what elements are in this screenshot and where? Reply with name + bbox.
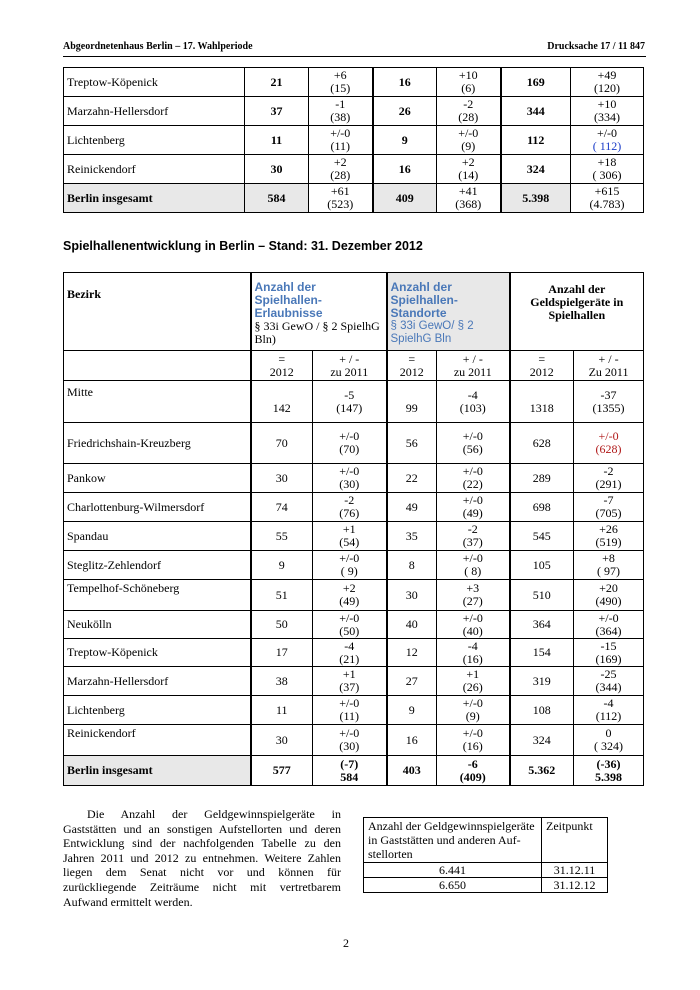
change-cell: -7 (705) — [574, 493, 644, 522]
bezirk-cell: Lichtenberg — [64, 696, 251, 725]
table-row — [64, 522, 644, 551]
change-cell: +/-0 ( 9) — [313, 551, 387, 580]
change-cell: -4 (21) — [313, 639, 387, 667]
value-cell: 1318 — [510, 381, 574, 423]
value-cell: 142 — [251, 381, 313, 423]
change-cell: +1 (26) — [437, 667, 510, 696]
table-row — [64, 423, 644, 464]
total-row — [64, 184, 644, 213]
change-cell: +/-0 (9) — [437, 126, 501, 155]
bezirk-cell: Marzahn-Hellersdorf — [64, 97, 245, 126]
value-cell: 5.362 — [510, 756, 574, 786]
table-row — [64, 611, 644, 639]
date-cell: 31.12.11 — [542, 863, 608, 878]
value-cell: 30 — [387, 580, 437, 611]
value-cell: 74 — [251, 493, 313, 522]
subheader-year: = 2012 — [251, 351, 313, 381]
value-cell: 30 — [245, 155, 309, 184]
table-row — [64, 667, 644, 696]
change-cell: +41 (368) — [437, 184, 501, 213]
value-cell: 40 — [387, 611, 437, 639]
table-row — [64, 493, 644, 522]
change-cell: -25 (344) — [574, 667, 644, 696]
value-cell: 27 — [387, 667, 437, 696]
section-title: Spielhallenentwicklung in Berlin – Stand: 31. Dezember 2012 — [63, 239, 423, 253]
table-header-row — [364, 818, 608, 863]
bezirk-cell: Reinickendorf — [64, 155, 245, 184]
value-cell: 364 — [510, 611, 574, 639]
total-row — [64, 756, 644, 786]
value-cell: 409 — [373, 184, 437, 213]
table-row — [64, 97, 644, 126]
value-cell: 319 — [510, 667, 574, 696]
value-cell: 16 — [373, 68, 437, 97]
change-cell: +/-0 (11) — [309, 126, 373, 155]
header-erlaubnisse: Anzahl der Spielhallen- Erlaubnisse § 33i GewO / § 2 SpielhG Bln) — [251, 273, 387, 351]
subheader-year: = 2012 — [510, 351, 574, 381]
change-cell: +1 (37) — [313, 667, 387, 696]
value-cell: 21 — [245, 68, 309, 97]
value-cell: 8 — [387, 551, 437, 580]
table-row — [64, 725, 644, 756]
value-cell: 17 — [251, 639, 313, 667]
table-row — [364, 878, 608, 893]
change-cell: +18 ( 306) — [571, 155, 644, 184]
header-left: Abgeordnetenhaus Berlin – 17. Wahlperiode — [63, 41, 253, 52]
subheader-empty — [64, 351, 251, 381]
table-row — [64, 639, 644, 667]
value-cell: 30 — [251, 464, 313, 493]
change-cell: +/-0 ( 112) — [571, 126, 644, 155]
change-cell: +1 (54) — [313, 522, 387, 551]
bezirk-cell: Treptow-Köpenick — [64, 68, 245, 97]
change-cell: +2 (28) — [309, 155, 373, 184]
change-cell: -2 (291) — [574, 464, 644, 493]
value-cell: 9 — [373, 126, 437, 155]
change-cell: +61 (523) — [309, 184, 373, 213]
change-cell: +10 (6) — [437, 68, 501, 97]
value-cell: 698 — [510, 493, 574, 522]
spielhallen-table — [63, 272, 644, 786]
table-row — [64, 68, 644, 97]
table-row — [64, 464, 644, 493]
change-cell: +/-0 (11) — [313, 696, 387, 725]
change-cell: 0 ( 324) — [574, 725, 644, 756]
bezirk-cell: Steglitz-Zehlendorf — [64, 551, 251, 580]
bezirk-cell: Berlin insgesamt — [64, 184, 245, 213]
bezirk-cell: Marzahn-Hellersdorf — [64, 667, 251, 696]
header-bezirk: Bezirk — [64, 273, 251, 351]
value-cell: 112 — [501, 126, 571, 155]
date-cell: 31.12.12 — [542, 878, 608, 893]
value-cell: 51 — [251, 580, 313, 611]
value-cell: 324 — [510, 725, 574, 756]
change-cell: +/-0 (70) — [313, 423, 387, 464]
value-cell: 50 — [251, 611, 313, 639]
change-cell: -4 (112) — [574, 696, 644, 725]
change-cell: -2 (76) — [313, 493, 387, 522]
value-cell: 9 — [387, 696, 437, 725]
header-zeitpunkt: Zeitpunkt — [542, 818, 608, 863]
change-cell: +/-0 (50) — [313, 611, 387, 639]
subheader-change: + / - zu 2011 — [313, 351, 387, 381]
value-cell: 99 — [387, 381, 437, 423]
header-standorte: Anzahl der Spielhallen- Standorte § 33i GewO/ § 2 SpielhG Bln — [387, 273, 510, 351]
change-cell: +8 ( 97) — [574, 551, 644, 580]
bezirk-cell: Pankow — [64, 464, 251, 493]
value-cell: 16 — [387, 725, 437, 756]
value-cell: 628 — [510, 423, 574, 464]
value-cell: 37 — [245, 97, 309, 126]
change-cell: -15 (169) — [574, 639, 644, 667]
value-cell: 324 — [501, 155, 571, 184]
table-row — [64, 580, 644, 611]
value-cell: 403 — [387, 756, 437, 786]
change-cell: +/-0 (9) — [437, 696, 510, 725]
change-cell: -5 (147) — [313, 381, 387, 423]
header-anzahl: Anzahl der Geldgewinnspielgeräte in Gaststätten und anderen Auf- stellorten — [364, 818, 542, 863]
value-cell: 56 — [387, 423, 437, 464]
value-cell: 344 — [501, 97, 571, 126]
change-cell: +/-0 (16) — [437, 725, 510, 756]
value-cell: 9 — [251, 551, 313, 580]
value-cell: 105 — [510, 551, 574, 580]
value-cell: 22 — [387, 464, 437, 493]
change-cell: -37 (1355) — [574, 381, 644, 423]
change-cell: (-7) 584 — [313, 756, 387, 786]
change-cell: +/-0 (30) — [313, 725, 387, 756]
value-cell: 16 — [373, 155, 437, 184]
table-header-row — [64, 273, 644, 351]
value-cell: 26 — [373, 97, 437, 126]
count-cell: 6.441 — [364, 863, 542, 878]
change-cell: +/-0 (30) — [313, 464, 387, 493]
value-cell: 545 — [510, 522, 574, 551]
value-cell: 510 — [510, 580, 574, 611]
value-cell: 577 — [251, 756, 313, 786]
change-cell: +/-0 (628) — [574, 423, 644, 464]
table-row — [364, 863, 608, 878]
bezirk-cell: Treptow-Köpenick — [64, 639, 251, 667]
bezirk-cell: Lichtenberg — [64, 126, 245, 155]
header-rule — [63, 56, 646, 57]
page-header — [63, 41, 645, 57]
geldgewinnspiel-table — [363, 817, 608, 893]
change-cell: +/-0 ( 8) — [437, 551, 510, 580]
change-cell: +/-0 (22) — [437, 464, 510, 493]
change-cell: +/-0 (49) — [437, 493, 510, 522]
table-row — [64, 696, 644, 725]
change-cell: +20 (490) — [574, 580, 644, 611]
change-cell: +2 (14) — [437, 155, 501, 184]
change-cell: -4 (103) — [437, 381, 510, 423]
value-cell: 70 — [251, 423, 313, 464]
change-cell: +/-0 (40) — [437, 611, 510, 639]
change-cell: -4 (16) — [437, 639, 510, 667]
table-row — [64, 126, 644, 155]
table-row — [64, 551, 644, 580]
bezirk-cell: Tempelhof-Schöneberg — [64, 580, 251, 611]
header-geldspielgeraete: Anzahl der Geldspielgeräte in Spielhallen — [510, 273, 644, 351]
count-cell: 6.650 — [364, 878, 542, 893]
bezirk-cell: Friedrichshain-Kreuzberg — [64, 423, 251, 464]
table-subheader-row — [64, 351, 644, 381]
change-cell: +49 (120) — [571, 68, 644, 97]
change-cell: +/-0 (56) — [437, 423, 510, 464]
value-cell: 11 — [251, 696, 313, 725]
change-cell: +3 (27) — [437, 580, 510, 611]
value-cell: 38 — [251, 667, 313, 696]
change-cell: +2 (49) — [313, 580, 387, 611]
value-cell: 30 — [251, 725, 313, 756]
value-cell: 11 — [245, 126, 309, 155]
subheader-change: + / - zu 2011 — [437, 351, 510, 381]
body-paragraph: Die Anzahl der Geldgewinnspielgeräte in Gaststätten und an sonstigen Aufstellorten und deren Entwicklung sind der nachfolgenden Tabelle zu den Jahren 2011 und 2012 zu entnehmen. Weitere Zahlen liegen dem Senat nicht vor und können für zurückliegende Zeiträume nicht mit vertretbarem Aufwand ermittelt werden. — [63, 807, 341, 909]
bezirk-cell: Berlin insgesamt — [64, 756, 251, 786]
value-cell: 169 — [501, 68, 571, 97]
bezirk-cell: Charlottenburg-Wilmersdorf — [64, 493, 251, 522]
header-right: Drucksache 17 / 11 847 — [547, 41, 645, 52]
change-cell: +26 (519) — [574, 522, 644, 551]
value-cell: 584 — [245, 184, 309, 213]
change-cell: -2 (37) — [437, 522, 510, 551]
subheader-year: = 2012 — [387, 351, 437, 381]
change-cell: +615 (4.783) — [571, 184, 644, 213]
table-row — [64, 381, 644, 423]
value-cell: 55 — [251, 522, 313, 551]
change-cell: +10 (334) — [571, 97, 644, 126]
change-cell: +/-0 (364) — [574, 611, 644, 639]
change-cell: -2 (28) — [437, 97, 501, 126]
continuation-table — [63, 67, 644, 213]
bezirk-cell: Mitte — [64, 381, 251, 423]
change-cell: -6 (409) — [437, 756, 510, 786]
change-cell: +6 (15) — [309, 68, 373, 97]
table-row — [64, 155, 644, 184]
value-cell: 35 — [387, 522, 437, 551]
page-number: 2 — [343, 936, 349, 950]
bezirk-cell: Reinickendorf — [64, 725, 251, 756]
bezirk-cell: Spandau — [64, 522, 251, 551]
value-cell: 154 — [510, 639, 574, 667]
value-cell: 12 — [387, 639, 437, 667]
bezirk-cell: Neukölln — [64, 611, 251, 639]
change-cell: -1 (38) — [309, 97, 373, 126]
value-cell: 49 — [387, 493, 437, 522]
value-cell: 5.398 — [501, 184, 571, 213]
value-cell: 108 — [510, 696, 574, 725]
change-cell: (-36) 5.398 — [574, 756, 644, 786]
value-cell: 289 — [510, 464, 574, 493]
subheader-change: + / - Zu 2011 — [574, 351, 644, 381]
